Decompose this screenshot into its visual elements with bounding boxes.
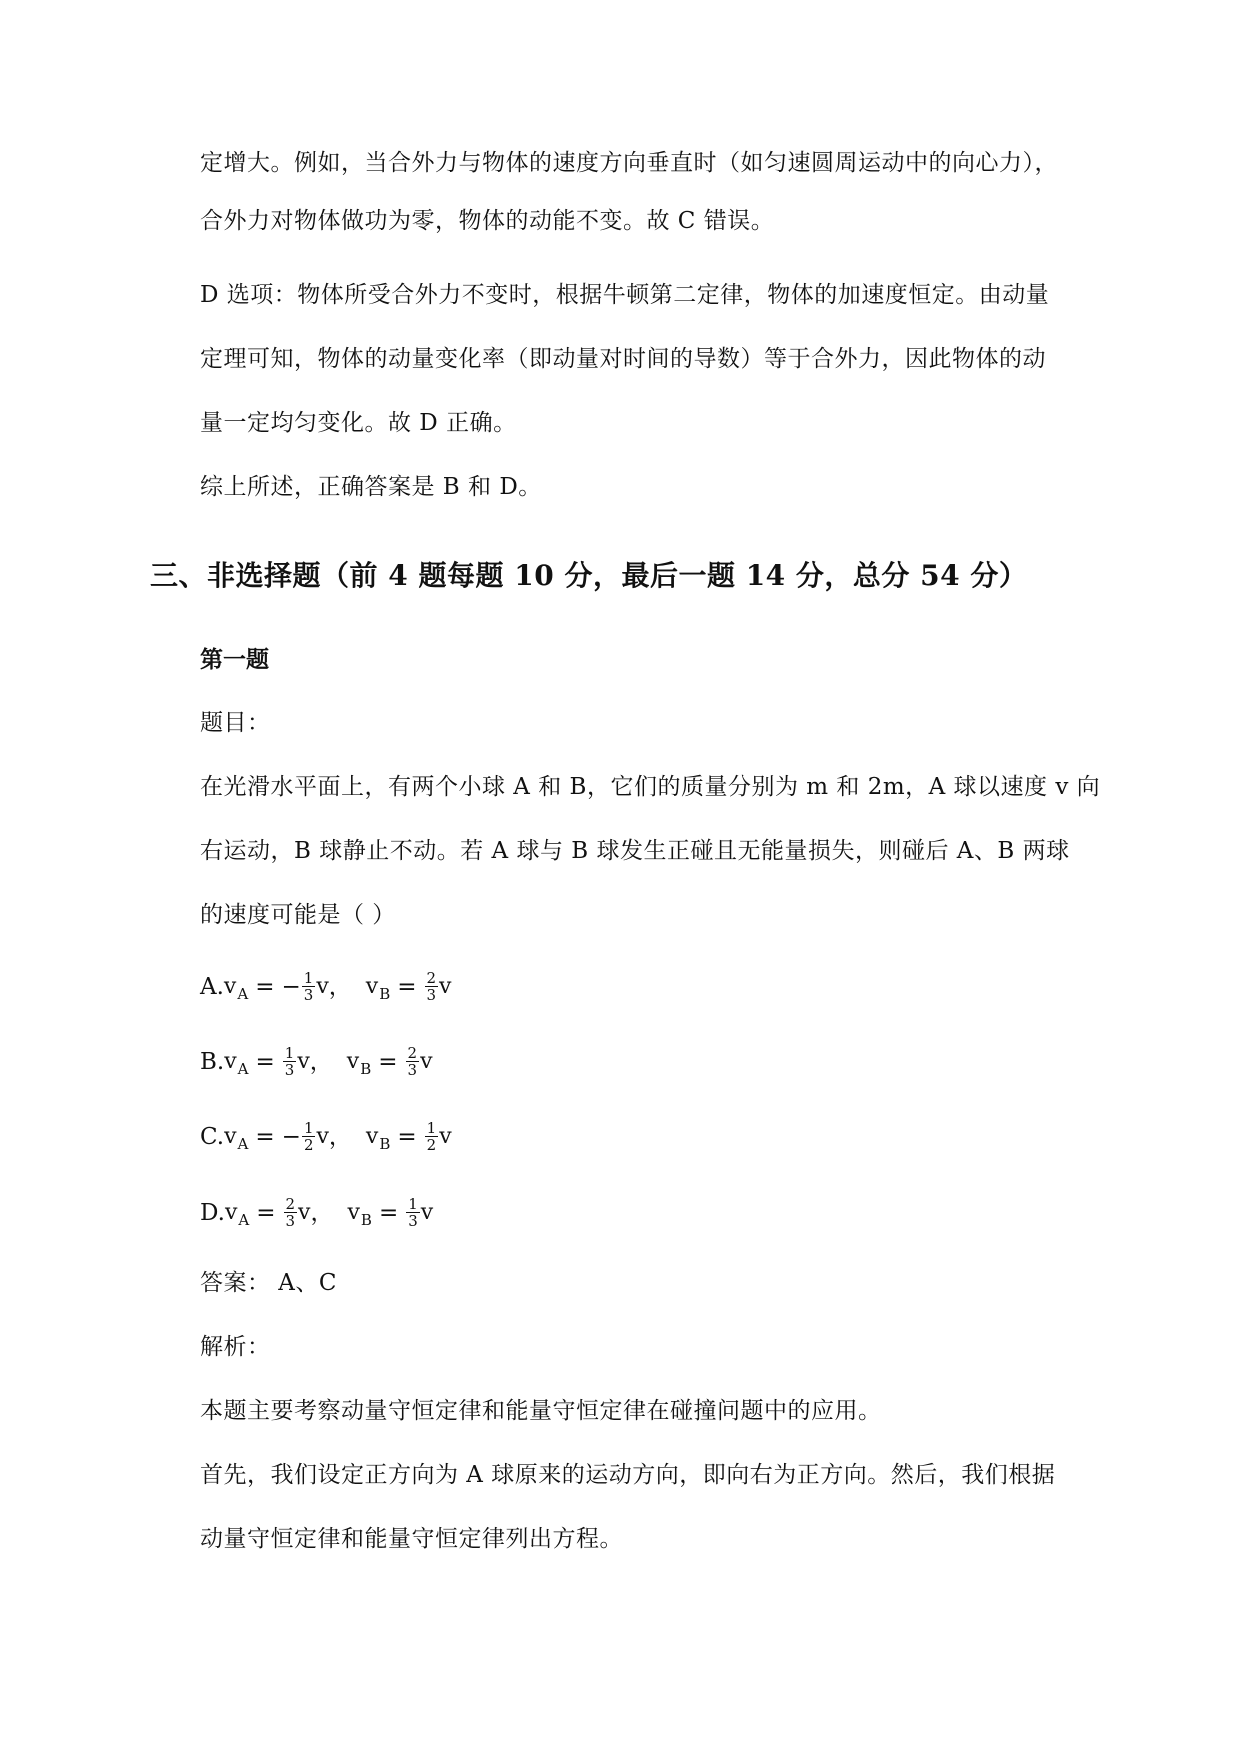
question-title: 第一题 [200, 646, 269, 673]
equals-sign: = [255, 973, 275, 1000]
velocity-symbol: v [439, 973, 452, 999]
option-letter: B. [200, 1048, 225, 1075]
comma: ， [310, 1199, 334, 1226]
denominator: 2 [303, 1136, 314, 1154]
numerator: 2 [285, 1195, 296, 1213]
equals-sign: = [255, 1048, 275, 1075]
denominator: 3 [284, 1061, 295, 1079]
section-heading: 三、非选择题（前 4 题每题 10 分，最后一题 14 分，总分 54 分） [150, 559, 1028, 592]
equals-sign: = [378, 1199, 399, 1226]
paragraph-line: 合外力对物体做功为零，物体的动能不变。故 C 错误。 [200, 208, 775, 234]
numerator: 1 [284, 1044, 295, 1062]
analysis-line: 动量守恒定律和能量守恒定律列出方程。 [200, 1526, 623, 1552]
paragraph-line: 综上所述，正确答案是 B 和 D。 [200, 474, 542, 500]
paragraph-line: 定理可知，物体的动量变化率（即动量对时间的导数）等于合外力，因此物体的动 [200, 346, 1046, 372]
velocity-symbol: v [316, 973, 329, 999]
fraction-a [283, 1045, 297, 1078]
subscript-b: B [360, 1059, 372, 1078]
denominator: 2 [426, 1136, 437, 1154]
fraction-b [425, 970, 439, 1003]
equals-sign: = [256, 1199, 276, 1226]
prompt-label: 题目： [200, 710, 271, 736]
equals-sign: = [397, 1123, 417, 1150]
subscript-b: B [379, 984, 391, 1003]
velocity-a-symbol: v [224, 1048, 237, 1074]
subscript-a: A [238, 1210, 250, 1229]
denominator: 3 [407, 1061, 418, 1079]
comma: ， [328, 1123, 352, 1150]
fraction-b [406, 1045, 420, 1078]
velocity-symbol: v [297, 1048, 310, 1074]
option-a [200, 970, 451, 1003]
question-line: 的速度可能是（ ） [200, 902, 396, 928]
denominator: 3 [303, 986, 314, 1004]
option-b [200, 1045, 433, 1078]
equals-sign: = [255, 1123, 275, 1150]
option-c [200, 1120, 452, 1153]
denominator: 3 [408, 1212, 418, 1230]
velocity-symbol: v [316, 1123, 329, 1149]
velocity-symbol: v [420, 1199, 434, 1225]
paragraph-line: 量一定均匀变化。故 D 正确。 [200, 410, 517, 436]
velocity-a-symbol: v [223, 973, 237, 999]
velocity-a-symbol: v [224, 1123, 237, 1149]
option-letter: A. [200, 973, 224, 1000]
comma: ， [328, 973, 352, 1000]
comma: ， [309, 1048, 333, 1075]
answer-line: 答案： A、C [200, 1270, 338, 1296]
subscript-a: A [237, 1134, 249, 1153]
question-line: 右运动，B 球静止不动。若 A 球与 B 球发生正碰且无能量损失，则碰后 A、B 两球 [200, 838, 1070, 864]
analysis-line: 本题主要考察动量守恒定律和能量守恒定律在碰撞问题中的应用。 [200, 1398, 882, 1424]
numerator: 2 [426, 969, 437, 987]
numerator: 1 [303, 1119, 314, 1137]
fraction-b [406, 1196, 420, 1229]
numerator: 2 [407, 1044, 418, 1062]
denominator: 3 [285, 1212, 296, 1230]
option-d [200, 1196, 433, 1229]
paragraph-line: 定增大。例如，当合外力与物体的速度方向垂直时（如匀速圆周运动中的向心力）， [200, 150, 1058, 176]
fraction-a [284, 1196, 298, 1229]
option-letter: D. [200, 1199, 225, 1226]
analysis-line: 首先，我们设定正方向为 A 球原来的运动方向，即向右为正方向。然后，我们根据 [200, 1462, 1056, 1488]
subscript-a: A [237, 984, 249, 1003]
equals-sign: = [378, 1048, 398, 1075]
subscript-a: A [237, 1059, 249, 1078]
sign: − [281, 1123, 301, 1150]
question-line: 在光滑水平面上，有两个小球 A 和 B，它们的质量分别为 m 和 2m，A 球以速度 v 向 [200, 774, 1101, 800]
sign: − [281, 973, 301, 1000]
velocity-a-symbol: v [224, 1199, 238, 1225]
option-letter: C. [200, 1123, 225, 1150]
velocity-symbol: v [298, 1199, 311, 1225]
velocity-b-symbol: v [347, 1199, 360, 1225]
fraction-a [302, 970, 316, 1003]
fraction-b [425, 1120, 439, 1153]
velocity-b-symbol: v [365, 1123, 379, 1149]
paragraph-line: D 选项：物体所受合外力不变时，根据牛顿第二定律，物体的加速度恒定。由动量 [200, 282, 1050, 308]
fraction-a [302, 1120, 316, 1153]
velocity-symbol: v [439, 1123, 452, 1149]
velocity-symbol: v [420, 1048, 433, 1074]
analysis-label: 解析： [200, 1334, 271, 1360]
numerator: 1 [408, 1195, 418, 1213]
subscript-b: B [360, 1210, 372, 1229]
velocity-b-symbol: v [346, 1048, 360, 1074]
velocity-b-symbol: v [365, 973, 379, 999]
numerator: 1 [426, 1119, 437, 1137]
subscript-b: B [379, 1134, 391, 1153]
equals-sign: = [397, 973, 417, 1000]
numerator: 1 [303, 969, 314, 987]
denominator: 3 [426, 986, 437, 1004]
